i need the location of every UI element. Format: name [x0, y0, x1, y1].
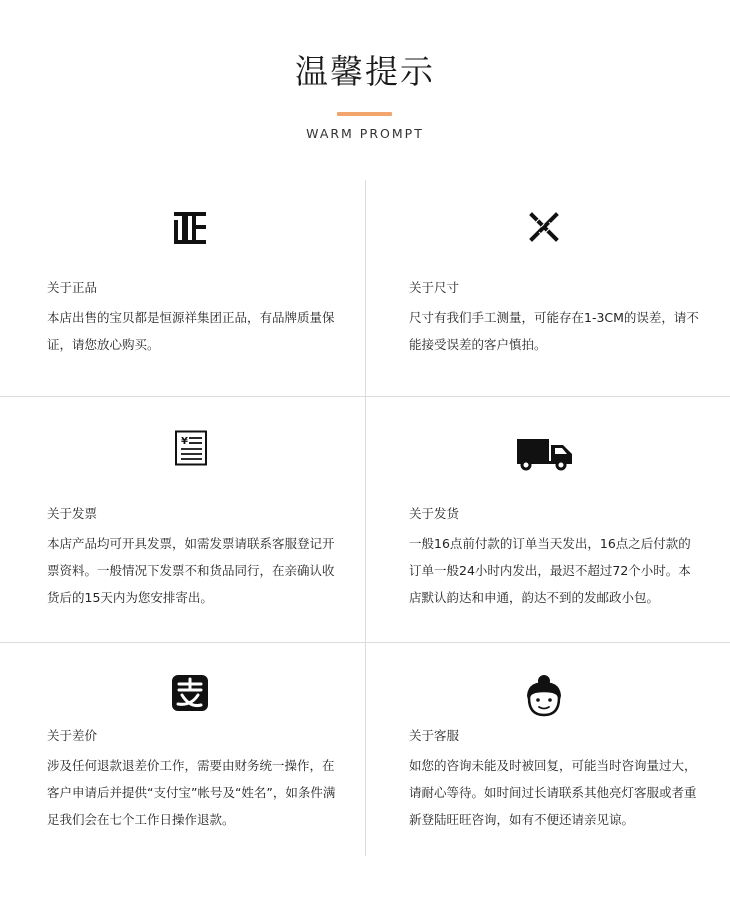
svg-text:¥: ¥	[181, 436, 188, 447]
info-cell-customer-service	[365, 642, 730, 856]
info-cell-size	[365, 180, 730, 396]
info-cell-title: 关于发货	[409, 506, 460, 521]
info-cell-title: 关于正品	[47, 280, 98, 295]
info-cell-text: 本店出售的宝贝都是恒源祥集团正品，有品牌质量保证，请您放心购买。	[47, 310, 335, 352]
info-cell-text: 尺寸有我们手工测量，可能存在1-3CM的误差，请不能接受误差的客户慎拍。	[409, 310, 699, 352]
info-cell-title: 关于发票	[47, 506, 98, 521]
alipay-icon	[171, 674, 209, 712]
info-cell-text: 一般16点前付款的订单当天发出，16点之后付款的订单一般24小时内发出，最迟不超过72个小时。本店默认韵达和申通，韵达不到的发邮政小包。	[409, 536, 691, 605]
page-title: 温馨提示	[295, 52, 435, 91]
info-cell-title: 关于尺寸	[409, 280, 460, 295]
title-accent-bar	[337, 112, 392, 116]
ruler-cross-icon	[527, 210, 561, 244]
invoice-icon	[174, 430, 208, 466]
info-cell-text: 涉及任何退款退差价工作，需要由财务统一操作，在客户申请后并提供“支付宝”帐号及“姓名”，如条件满足我们会在七个工作日操作退款。	[47, 758, 336, 827]
info-cell-title: 关于差价	[47, 728, 98, 743]
genuine-product-icon	[172, 210, 208, 246]
page-subtitle: WARM PROMPT	[306, 126, 424, 141]
truck-icon	[515, 436, 575, 472]
info-cell-shipping	[365, 396, 730, 642]
info-cell-price-diff	[0, 642, 365, 856]
customer-service-icon	[524, 673, 564, 717]
info-cell-genuine	[0, 180, 365, 396]
info-cell-title: 关于客服	[409, 728, 460, 743]
info-cell-invoice	[0, 396, 365, 642]
info-cell-text: 如您的咨询未能及时被回复，可能当时咨询量过大，请耐心等待。如时间过长请联系其他亮灯客服或者重新登陆旺旺咨询，如有不便还请亲见谅。	[409, 758, 697, 827]
info-cell-text: 本店产品均可开具发票，如需发票请联系客服登记开票资料。一般情况下发票不和货品同行，在亲确认收货后的15天内为您安排寄出。	[47, 536, 335, 605]
